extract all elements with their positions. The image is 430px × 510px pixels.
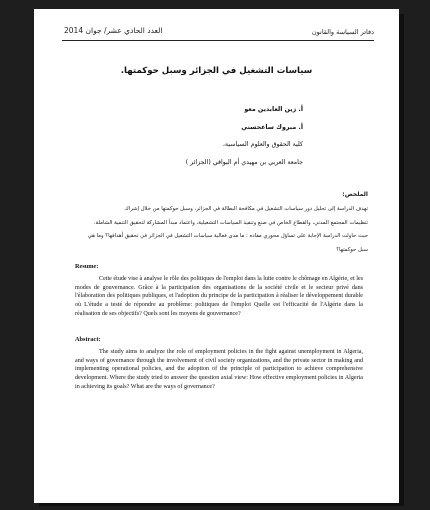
- abstract-body: [75, 348, 363, 392]
- university-affiliation: جامعة العربي بن مهيدي أم البواقي (الجزائر ): [185, 158, 303, 166]
- abstract-text: The study aims to analyze the role of employment policies in the fight against unemployment in Algeria, and ways of governance through the involvement of civil society organizations, and the private sector in making and implementing operational policies, and the adoption of the principle of participation to achieve comprehensive development. Where the study tried to answer the question axial view: How effective employment policies in Algeria in achieving its goals? What are the ways of governance?: [75, 349, 363, 390]
- arabic-abstract-line: تهدف الدراسة إلى تحليل دور سياسات التشغيل في مكافحة البطالة في الجزائر، وسبل حوكمتها من خلال إشراك: [124, 206, 368, 212]
- resume-text: Cette étude vise à analyse le rôle des politiques de l'emploi dans la lutte contre le chômage en Algérie, et les modes de gouvernance. Grâce à la participation des organisations de la société civile et le secteur privé dans l'élaboration des politiques publiques, et l'adoption du principe de la participation à réaliser le développement durable où L'étude a testé de répondre au problème: politiques de l'emploi Quelle est l'efficacité de l'Algérie dans la réalisation de ses objectifs? Quels sont les moyens de gouvernance?: [75, 276, 363, 317]
- running-header: [64, 26, 374, 40]
- paper-title: سياسات التشغيل في الجزائر وسبل حوكمتها.: [120, 66, 313, 76]
- resume-heading: Resume:: [75, 263, 99, 270]
- arabic-abstract-heading: الملخص:: [342, 191, 368, 198]
- author-block: [103, 101, 303, 171]
- issue-label: العدد الحادي عشر/ جوان: [85, 26, 163, 35]
- author-1: أ. زين العابدين معو: [244, 106, 303, 113]
- journal-name: دفاتر السياسة والقانون: [311, 28, 374, 36]
- arabic-abstract-line: حيث حاولت الدراسة الإجابة على تساؤل محوري مفاده : ما مدى فعالية سياسات التشغيل في الجزائر في تحقيق أهدافها؟ وما هي: [87, 233, 368, 240]
- abstract-heading: Abstract:: [75, 336, 101, 343]
- issue-year: 2014: [64, 26, 84, 35]
- document-page: [34, 9, 399, 503]
- header-rule: [62, 40, 374, 41]
- issue-info: [64, 26, 163, 35]
- arabic-abstract-line: تنظيمات المجتمع المدني، والقطاع الخاص في صنع وتنفيذ السياسات التشغيلية، واعتماد مبدأ المشاركة لتحقيق التنمية الشاملة.: [93, 219, 368, 226]
- faculty-affiliation: كلية الحقوق والعلوم السياسية،: [222, 141, 303, 148]
- author-2: أ. مبروك ساعحسني: [241, 123, 303, 131]
- resume-body: [75, 275, 363, 319]
- arabic-abstract-body: [64, 203, 368, 257]
- arabic-abstract-line: سبل حوكمتها؟: [336, 246, 368, 253]
